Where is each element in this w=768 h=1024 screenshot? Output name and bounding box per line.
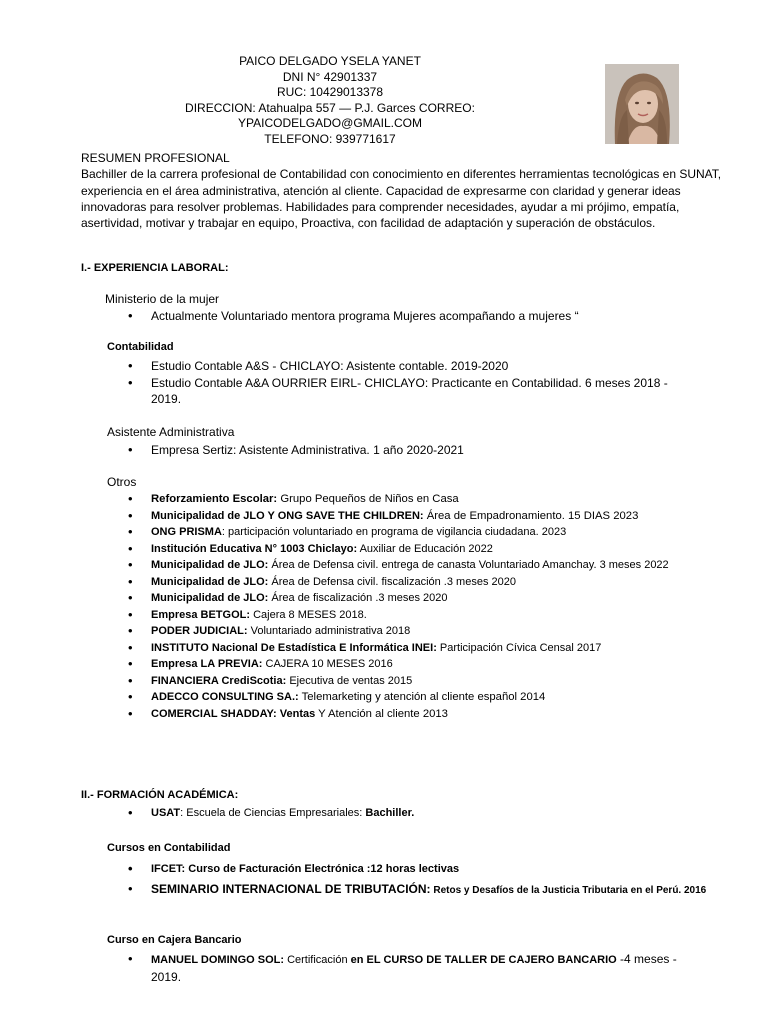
list-item: • Actualmente Voluntariado mentora programa Mujeres acompañando a mujeres “ (128, 308, 728, 325)
list-item: • Estudio Contable A&S - CHICLAYO: Asistente contable. 2019-2020 (128, 358, 693, 375)
list-item: • Municipalidad de JLO: Área de Defensa civil. entrega de canasta Voluntariado Amanchay. 3 meses 2022 (128, 557, 738, 574)
otros-list (128, 491, 738, 722)
list-item: • Estudio Contable A&A OURRIER EIRL- CHICLAYO: Practicante en Contabilidad. 6 meses 2018 - 2019. (128, 375, 693, 408)
profile-photo (605, 64, 679, 144)
list-item: • FINANCIERA CrediScotia: Ejecutiva de ventas 2015 (128, 673, 738, 690)
otros-label: Otros (107, 475, 137, 489)
candidate-name: PAICO DELGADO YSELA YANET (239, 54, 421, 68)
professional-summary (81, 150, 731, 231)
cursos-contabilidad-list (128, 861, 738, 899)
list-item: • ONG PRISMA: participación voluntariado en programa de vigilancia ciudadana. 2023 (128, 524, 738, 541)
list-item: • Municipalidad de JLO Y ONG SAVE THE CHILDREN: Área de Empadronamiento. 15 DIAS 2023 (128, 508, 738, 525)
list-item: • Empresa LA PREVIA: CAJERA 10 MESES 2016 (128, 656, 738, 673)
summary-title: RESUMEN PROFESIONAL (81, 151, 230, 165)
list-item: • MANUEL DOMINGO SOL: Certificación en EL CURSO DE TALLER DE CAJERO BANCARIO -4 meses - 2019. (128, 951, 708, 985)
list-item: • Empresa BETGOL: Cajera 8 MESES 2018. (128, 607, 738, 624)
address: DIRECCION: Atahualpa 557 — P.J. Garces CORREO: (185, 100, 475, 115)
education-title: II.- FORMACIÓN ACADÉMICA: (81, 789, 239, 801)
list-item: • INSTITUTO Nacional De Estadística E Informática INEI: Participación Cívica Censal 2017 (128, 640, 738, 657)
list-item: • PODER JUDICIAL: Voluntariado administrativa 2018 (128, 623, 738, 640)
list-item: • COMERCIAL SHADDAY: Ventas Y Atención al cliente 2013 (128, 706, 738, 723)
cursos-cajera-list (128, 951, 708, 985)
list-item: • Municipalidad de JLO: Área de Defensa civil. fiscalización .3 meses 2020 (128, 574, 738, 591)
list-item: • SEMINARIO INTERNACIONAL DE TRIBUTACIÓN: Retos y Desafíos de la Justicia Tributaria en el Perú. 2016 (128, 881, 738, 900)
summary-text: Bachiller de la carrera profesional de Contabilidad con conocimiento en diferentes herramientas tecnológicas en SUNAT, experiencia en el área administrativa, atención al cliente. Capacidad de expresarme con claridad y generar ideas innovadoras para resolver problemas. Habilidades para comprender necesidades, ayudar a mi prójimo, empatía, asertividad, motivar y trabajar en equipo, Proactiva, con facilidad de adaptación y superación de obstáculos. (81, 167, 722, 231)
list-item: • Empresa Sertiz: Asistente Administrativa. 1 año 2020-2021 (128, 442, 728, 459)
phone: TELEFONO: 939771617 (264, 131, 396, 146)
ruc: RUC: 10429013378 (276, 85, 384, 99)
experience-title: I.- EXPERIENCIA LABORAL: (81, 262, 229, 274)
contabilidad-list (128, 358, 693, 408)
contabilidad-label: Contabilidad (107, 341, 174, 353)
usat-list (128, 805, 728, 822)
ministerio-label: Ministerio de la mujer (105, 292, 220, 306)
list-item: • IFCET: Curso de Facturación Electrónica :12 horas lectivas (128, 861, 738, 878)
cursos-contabilidad-label: Cursos en Contabilidad (107, 842, 231, 854)
dni: DNI N° 42901337 (282, 69, 378, 84)
email: YPAICODELGADO@GMAIL.COM (238, 116, 422, 130)
ministerio-list (128, 308, 728, 325)
list-item: • ADECCO CONSULTING SA.: Telemarketing y atención al cliente español 2014 (128, 689, 738, 706)
asistente-label: Asistente Administrativa (107, 425, 235, 439)
contact-header (150, 54, 510, 147)
cursos-cajera-label: Curso en Cajera Bancario (107, 934, 242, 946)
list-item: • Institución Educativa N° 1003 Chiclayo: Auxiliar de Educación 2022 (128, 541, 738, 558)
asistente-list (128, 442, 728, 459)
list-item: • Municipalidad de JLO: Área de fiscalización .3 meses 2020 (128, 590, 738, 607)
list-item: • USAT: Escuela de Ciencias Empresariales: Bachiller. (128, 805, 728, 822)
list-item: • Reforzamiento Escolar: Grupo Pequeños de Niños en Casa (128, 491, 738, 508)
